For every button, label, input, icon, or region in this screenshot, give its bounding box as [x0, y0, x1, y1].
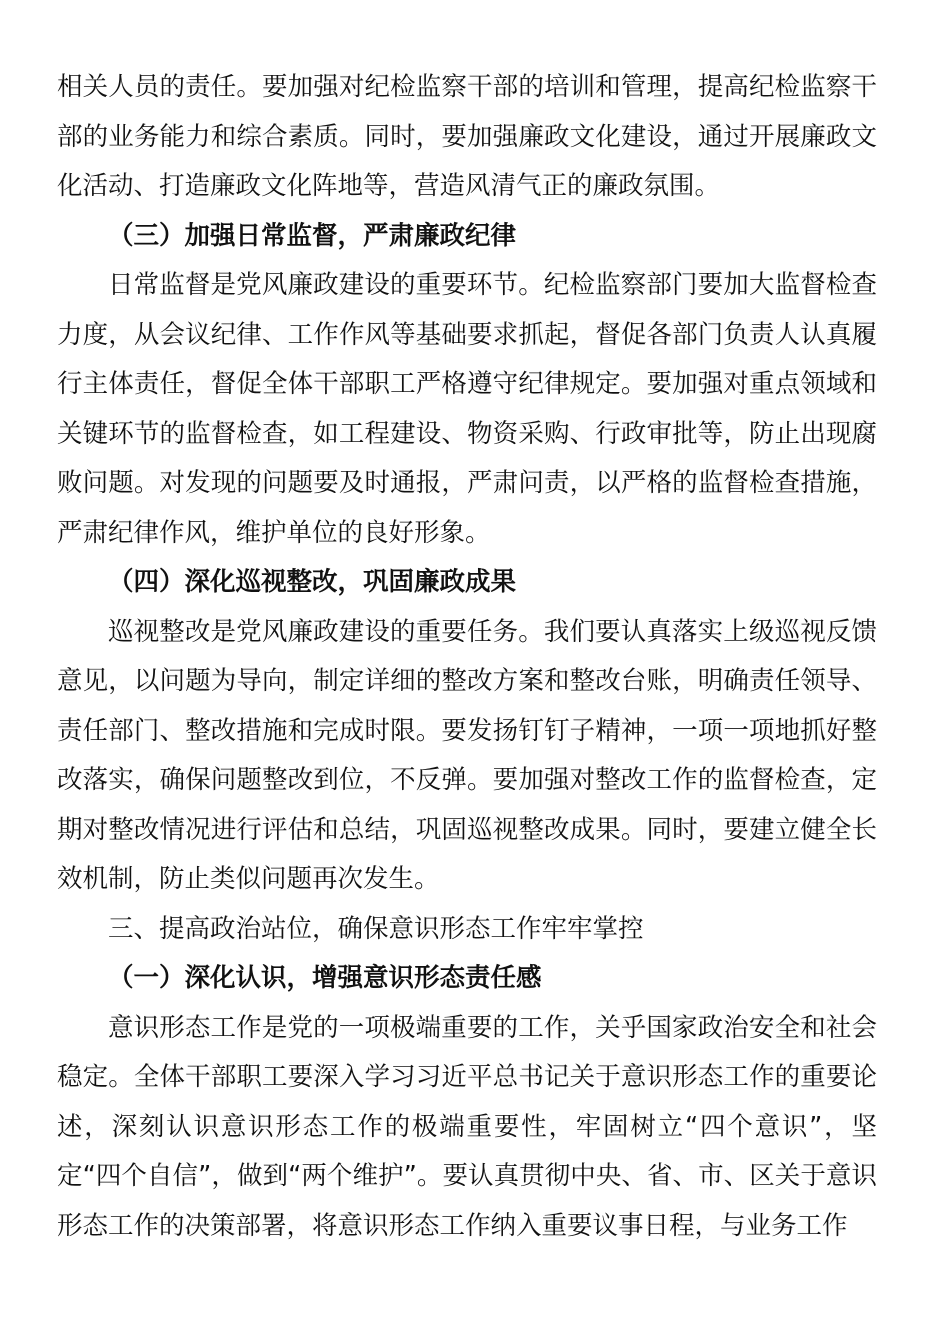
- heading-deepen-understanding: （一）深化认识，增强意识形态责任感: [108, 963, 542, 993]
- document-body: [57, 63, 877, 1251]
- paragraph-daily-supervision: 日常监督是党风廉政建设的重要环节。纪检监察部门要加大监督检查力度，从会议纪律、工作作风等基础要求抓起，督促各部门负责人认真履行主体责任，督促全体干部职工严格遵守纪律规定。要加强对重点领域和关键环节的监督检查，如工程建设、物资采购、行政审批等，防止出现腐败问题。对发现的问题要及时通报，严肃问责，以严格的监督检查措施，严肃纪律作风，维护单位的良好形象。: [57, 270, 877, 548]
- paragraph-ideology-work: 意识形态工作是党的一项极端重要的工作，关乎国家政治安全和社会稳定。全体干部职工要深入学习习近平总书记关于意识形态工作的重要论述，深刻认识意识形态工作的极端重要性，牢固树立“四个意识”，坚定“四个自信”，做到“两个维护”。要认真贯彻中央、省、市、区关于意识形态工作的决策部署，将意识形态工作纳入重要议事日程，与业务工作: [57, 1012, 877, 1241]
- heading-deepen-inspection-rectification: （四）深化巡视整改，巩固廉政成果: [108, 567, 517, 597]
- paragraph-inspection-rectification: 巡视整改是党风廉政建设的重要任务。我们要认真落实上级巡视反馈意见，以问题为导向，制定详细的整改方案和整改台账，明确责任领导、责任部门、整改措施和完成时限。要发扬钉钉子精神，一项一项地抓好整改落实，确保问题整改到位，不反弹。要加强对整改工作的监督检查，定期对整改情况进行评估和总结，巩固巡视整改成果。同时，要建立健全长效机制，防止类似问题再次发生。: [57, 616, 877, 894]
- section-title-ideology: 三、提高政治站位，确保意识形态工作牢牢掌控: [108, 913, 644, 944]
- paragraph-continued: 相关人员的责任。要加强对纪检监察干部的培训和管理，提高纪检监察干部的业务能力和综合素质。同时，要加强廉政文化建设，通过开展廉政文化活动、打造廉政文化阵地等，营造风清气正的廉政氛围。: [57, 72, 877, 201]
- heading-strengthen-daily-supervision: （三）加强日常监督，严肃廉政纪律: [108, 220, 517, 251]
